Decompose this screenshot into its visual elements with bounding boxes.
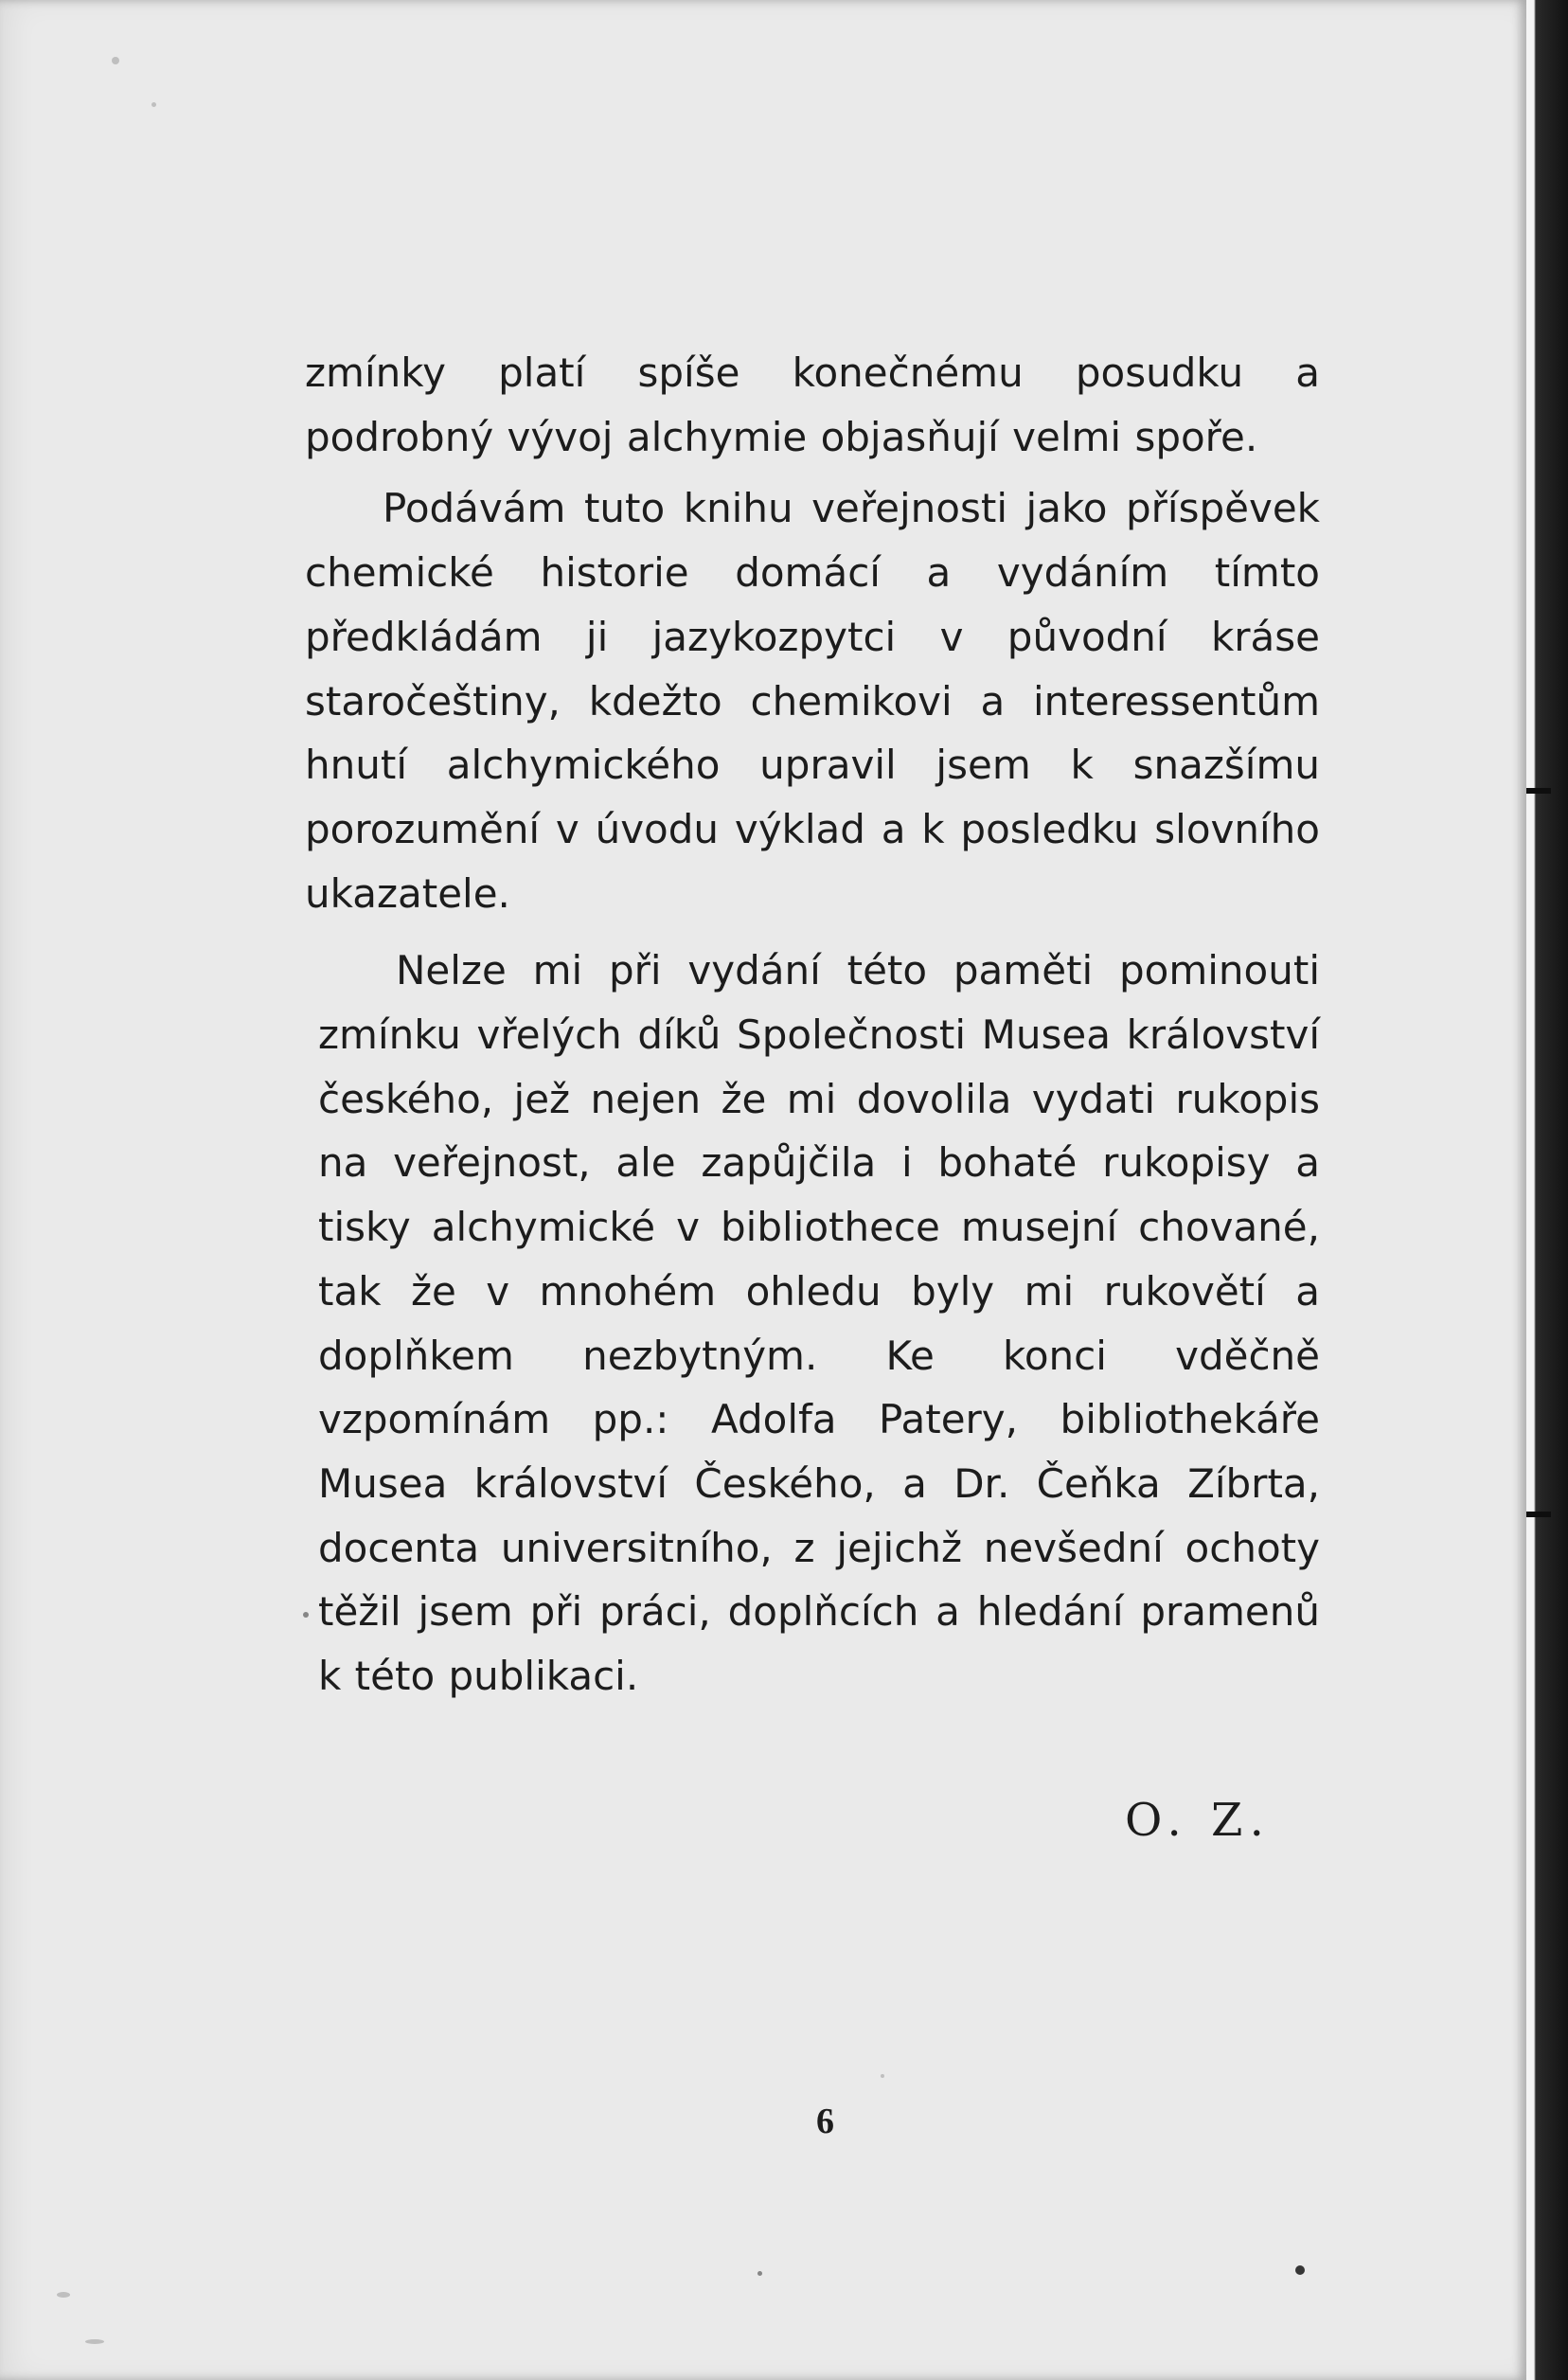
- paper-speck: [151, 102, 156, 107]
- edge-mark: [1526, 788, 1551, 794]
- paragraph-2: Podávám tuto knihu veřejnosti jako příspěvek chemické historie domácí a vydáním tímto předkládám ji jazykozpytci v původní kráse staročeštiny, kdežto chemikovi a interessentům hnutí alchymického upravil jsem k snazšímu porozumění v úvodu výklad a k posledku slovního ukazatele.: [305, 485, 1320, 917]
- paper-speck: [881, 2074, 884, 2078]
- page-number: 6: [816, 2102, 834, 2141]
- paper-speck: [757, 2271, 762, 2276]
- paper-speck: [1295, 2265, 1305, 2275]
- paragraph-1: zmínky platí spíše konečnému posudku a podrobný vývoj alchymie objasňují velmi spoře.: [305, 349, 1320, 460]
- paper-speck: [85, 2339, 104, 2344]
- paragraph-3: Nelze mi při vydání této paměti pominouti zmínku vřelých díků Společnosti Musea království českého, jež nejen že mi dovolila vydati rukopis na veřejnost, ale zapůjčila i bohaté rukopisy a tisky alchymické v bibliothece musejní chované, tak že v mnohém ohledu byly mi rukovětí a doplňkem nezbytným. Ke konci vděčně vzpomínám pp.: Adolfa Patery, bibliothekáře Musea království Českého, a Dr. Čeňka Zíbrta, docenta universitního, z jejichž nevšední ochoty těžil jsem při práci, doplňcích a hledání pramenů k této publikaci.: [318, 947, 1320, 1700]
- edge-mark: [1526, 1512, 1551, 1517]
- body-text: [305, 341, 1320, 1709]
- paper-speck: [57, 2292, 70, 2298]
- author-signature: O. Z.: [1125, 1794, 1272, 1847]
- paper-speck: [112, 57, 119, 64]
- page-edge-shadow: [1526, 0, 1568, 2380]
